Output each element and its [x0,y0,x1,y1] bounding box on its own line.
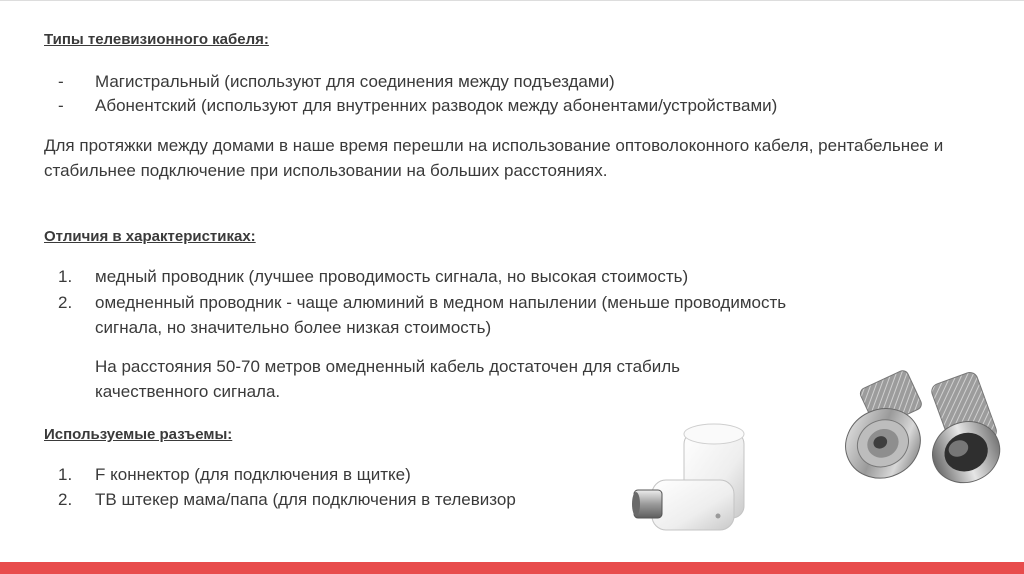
list-marker: 2. [58,293,73,312]
top-border [0,0,1024,1]
list-item-trunk-cable: Магистральный (используют для соединения между подъездами) [95,72,615,91]
list-marker: - [58,96,64,115]
list-marker: 1. [58,465,73,484]
tv-plug-photo [626,418,776,558]
list-marker: 2. [58,490,73,509]
distance-note-line-2: качественного сигнала. [95,382,281,401]
f-connector-right [909,370,1010,492]
accent-bar [0,562,1024,574]
list-marker: - [58,72,64,91]
distance-note-line-1: На расстояния 50-70 метров омедненный кабель достаточен для стабиль [95,357,681,376]
f-connector-photo [828,358,1024,498]
list-item-subscriber-cable: Абонентский (используют для внутренних разводок между абонентами/устройствами) [95,96,778,115]
fiber-paragraph: Для протяжки между домами в наше время перешли на использование оптоволоконного кабеля, рентабельнее и стабильнее подключение при использовании на больших расстояниях. [44,136,944,180]
list-item-ccs-line-1: омедненный проводник - чаще алюминий в медном напылении (меньше проводимость [95,293,787,312]
list-item-f-connector: F коннектор (для подключения в щитке) [95,465,411,484]
list-item-ccs-line-2: сигнала, но значительно более низкая стоимость) [95,318,492,337]
cable-types-heading: Типы телевизионного кабеля: [44,31,269,48]
list-item-copper-line: медный проводник (лучшее проводимость сигнала, но высокая стоимость) [95,267,689,286]
connectors-heading: Используемые разъемы: [44,426,233,443]
list-item-tv-plug: ТВ штекер мама/папа (для подключения в телевизор [95,490,516,509]
differences-heading: Отличия в характеристиках: [44,228,256,245]
list-marker: 1. [58,267,73,286]
f-connector-left [828,369,944,490]
